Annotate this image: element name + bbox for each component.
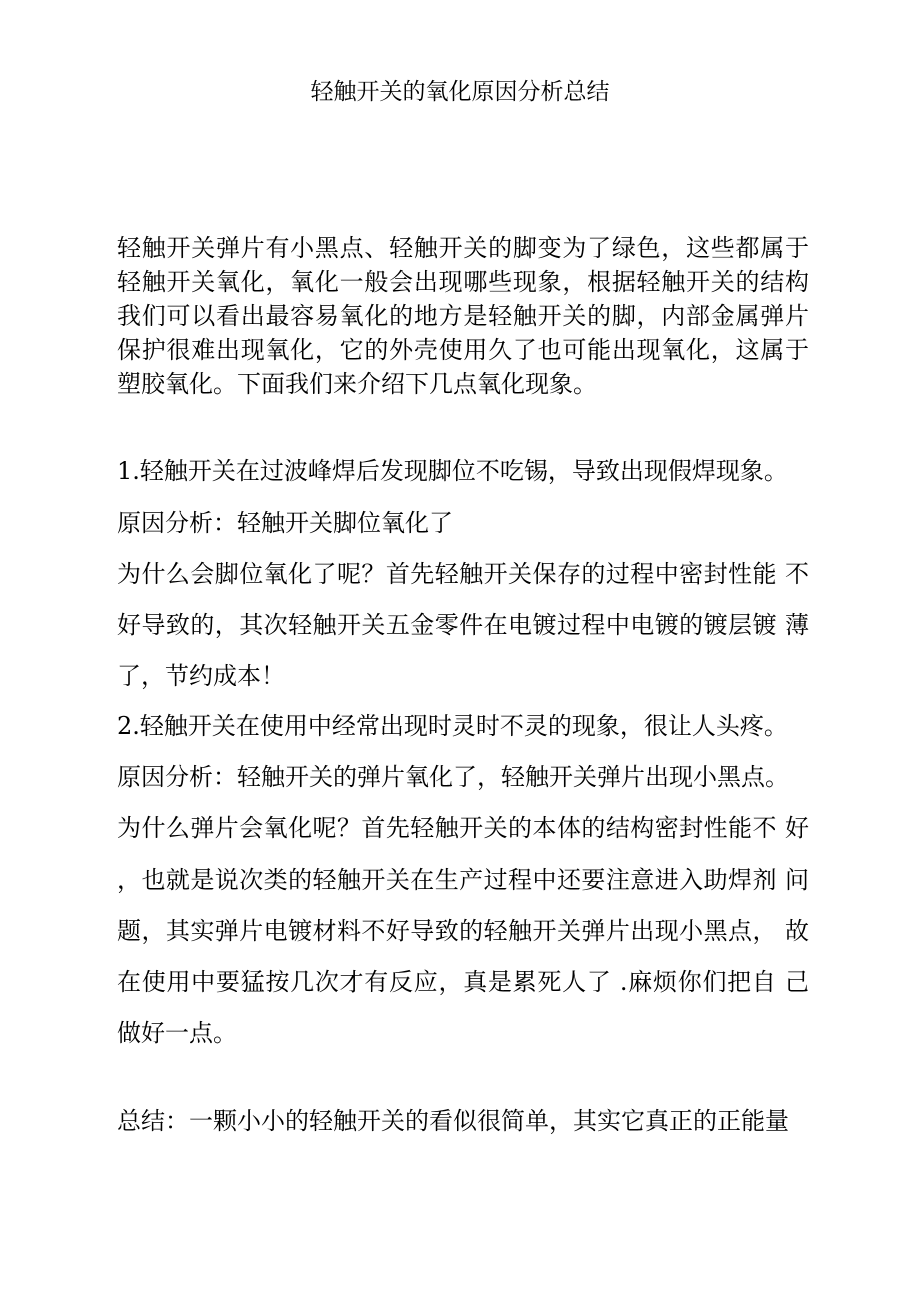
- intro-line: 轻触开关弹片有小黑点、轻触开关的脚变为了绿色，这些都属于: [117, 234, 809, 262]
- summary-line: 总结：一颗小小的轻触开关的看似很简单，其实它真正的正能量: [117, 1107, 789, 1135]
- section2-cause: 原因分析：轻触开关的弹片氧化了，轻触开关弹片出现小黑点。: [117, 763, 789, 791]
- section2-explanation-line: 为什么弹片会氧化呢？首先轻触开关的本体的结构密封性能不 好: [117, 814, 809, 842]
- intro-line: 保护很难出现氧化，它的外壳使用久了也可能出现氧化，这属于: [117, 336, 809, 364]
- section1-explanation-line: 为什么会脚位氧化了呢？首先轻触开关保存的过程中密封性能 不: [117, 560, 809, 588]
- section2-explanation-line: 做好一点。: [117, 1019, 237, 1047]
- section2-explanation-line: 在使用中要猛按几次才有反应，真是累死人了 .麻烦你们把自 己: [117, 968, 809, 996]
- section1-heading: 1.轻触开关在过波峰焊后发现脚位不吃锡，导致出现假焊现象。: [117, 457, 788, 485]
- section2-explanation-line: 题，其实弹片电镀材料不好导致的轻触开关弹片出现小黑点， 故: [117, 917, 809, 945]
- document-title: 轻触开关的氧化原因分析总结: [310, 79, 610, 105]
- section2-heading: 2.轻触开关在使用中经常出现时灵时不灵的现象，很让人头疼。: [117, 712, 788, 740]
- section1-explanation-line: 了，节约成本！: [117, 662, 285, 690]
- intro-line: 轻触开关氧化，氧化一般会出现哪些现象，根据轻触开关的结构: [117, 268, 809, 296]
- section1-explanation-line: 好导致的，其次轻触开关五金零件在电镀过程中电镀的镀层镀 薄: [117, 611, 809, 639]
- section1-cause: 原因分析：轻触开关脚位氧化了: [117, 509, 453, 537]
- intro-line: 我们可以看出最容易氧化的地方是轻触开关的脚，内部金属弹片: [117, 302, 809, 330]
- intro-line: 塑胶氧化。下面我们来介绍下几点氧化现象。: [117, 370, 597, 398]
- section2-explanation-line: ，也就是说次类的轻触开关在生产过程中还要注意进入助焊剂 问: [117, 866, 809, 894]
